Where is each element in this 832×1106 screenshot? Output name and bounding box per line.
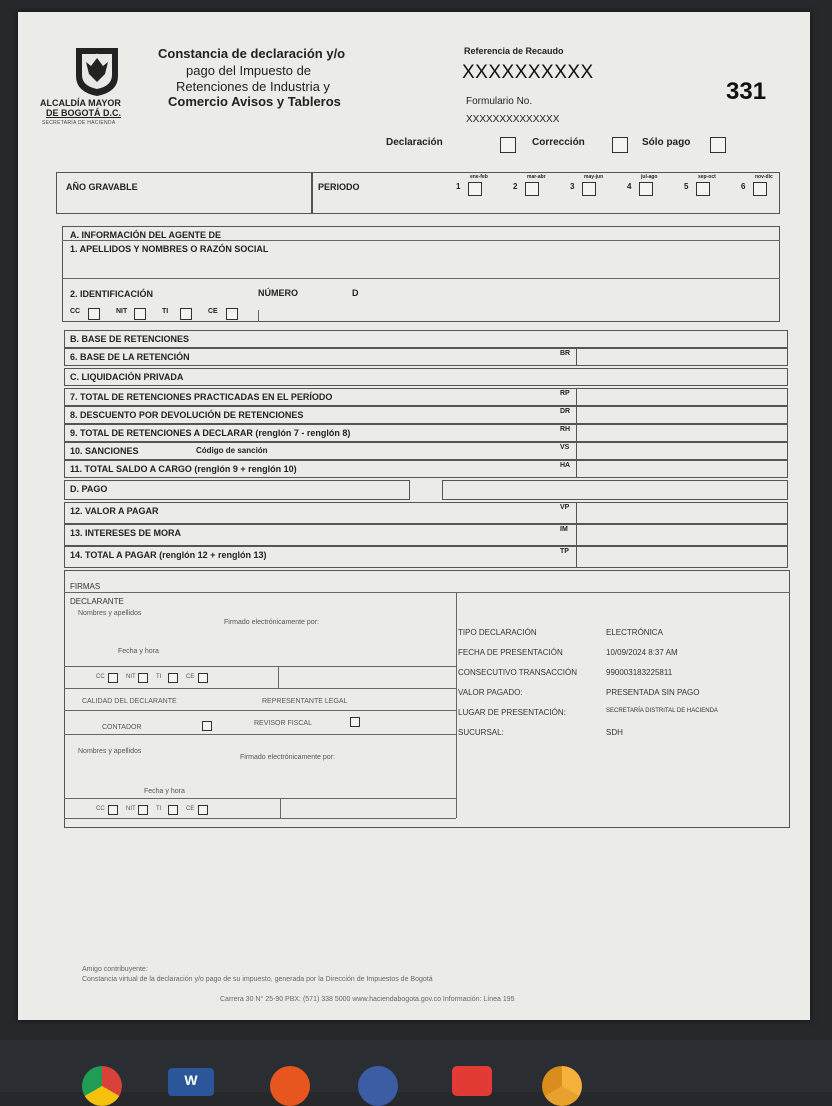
word-icon[interactable]: W <box>168 1068 214 1096</box>
entity-name-line2: DE BOGOTÁ D.C. <box>46 108 122 118</box>
year-field[interactable] <box>56 172 312 214</box>
row-value-field[interactable] <box>576 524 788 546</box>
form-code: 331 <box>726 78 767 105</box>
name-field-label: 1. APELLIDOS Y NOMBRES O RAZÓN SOCIAL <box>70 244 269 254</box>
row-label: 13. INTERESES DE MORA <box>70 528 182 538</box>
footer-contact: Carrera 30 N° 25-90 PBX: (571) 338 5000 www.haciendabogota.gov.co Información: Línea 195 <box>220 996 515 1003</box>
row-code: RH <box>560 426 571 433</box>
period-slot-label: mar-abr <box>527 174 546 180</box>
period-slot-number: 2 <box>513 182 518 191</box>
taskbar <box>0 1040 832 1092</box>
title-line4: Comercio Avisos y Tableros <box>168 94 341 109</box>
form-number-value: XXXXXXXXXXXXXX <box>466 114 560 125</box>
period-slot-label: nov-dic <box>755 174 773 180</box>
row-label: 10. SANCIONES <box>70 446 139 456</box>
sig-id-type-checkbox[interactable] <box>138 805 148 815</box>
id-type-label: CC <box>70 308 81 315</box>
row-code: IM <box>560 526 568 533</box>
contador-datetime-label: Fecha y hora <box>144 788 185 795</box>
period-slot-label: ene-feb <box>470 174 488 180</box>
row-value-field[interactable] <box>576 460 788 478</box>
revisor-fiscal-checkbox[interactable] <box>350 717 360 727</box>
row-value-field[interactable] <box>576 388 788 406</box>
title-line3: Retenciones de Industria y <box>176 79 330 94</box>
period-slot-number: 1 <box>456 182 461 191</box>
sig-id-type-checkbox[interactable] <box>108 805 118 815</box>
sig-id-type-label: TI <box>156 674 162 680</box>
period-slot-number: 6 <box>741 182 746 191</box>
period-slot-label: jul-ago <box>641 174 658 180</box>
firmas-title: FIRMAS <box>70 582 101 591</box>
revisor-fiscal-label: REVISOR FISCAL <box>254 720 312 727</box>
sig-id-type-checkbox[interactable] <box>168 673 178 683</box>
declaracion-label: Declaración <box>386 137 443 148</box>
title-line2: pago del Impuesto de <box>186 63 312 78</box>
declarante-names-label: Nombres y apellidos <box>78 610 142 617</box>
row-code: TP <box>560 548 569 555</box>
representante-legal-label: REPRESENTANTE LEGAL <box>262 698 348 705</box>
sig-id-type-checkbox[interactable] <box>108 673 118 683</box>
row-code: DR <box>560 408 571 415</box>
period-slot-checkbox[interactable] <box>582 182 596 196</box>
info-label: VALOR PAGADO: <box>458 688 523 697</box>
contador-signed-label: Firmado electrónicamente por: <box>240 754 335 761</box>
dv-label: D <box>352 288 359 298</box>
period-slot-checkbox[interactable] <box>753 182 767 196</box>
declarante-title: DECLARANTE <box>70 597 124 606</box>
sig-id-type-label: CC <box>96 806 105 812</box>
declarante-datetime-label: Fecha y hora <box>118 648 159 655</box>
sig-id-type-label: TI <box>156 806 162 812</box>
row-code: VS <box>560 444 570 451</box>
row-value-field[interactable] <box>576 546 788 568</box>
sig-id-type-label: CC <box>96 674 105 680</box>
period-slot-number: 5 <box>684 182 689 191</box>
section-title: D. PAGO <box>70 484 108 494</box>
sig-id-type-label: CE <box>186 806 195 812</box>
period-slot-checkbox[interactable] <box>468 182 482 196</box>
period-slot-number: 4 <box>627 182 632 191</box>
row-label: 12. VALOR A PAGAR <box>70 506 159 516</box>
document-page <box>18 12 810 1020</box>
correccion-checkbox[interactable] <box>612 137 628 153</box>
info-value: 10/09/2024 8:37 AM <box>606 648 678 657</box>
info-label: FECHA DE PRESENTACIÓN <box>458 648 563 657</box>
row-code: BR <box>560 350 571 357</box>
info-value: ELECTRÓNICA <box>606 628 663 637</box>
section-header-blank <box>442 480 788 500</box>
declaracion-checkbox[interactable] <box>500 137 516 153</box>
contador-label: CONTADOR <box>102 724 142 731</box>
row-label: 7. TOTAL DE RETENCIONES PRACTICADAS EN EL PERÍODO <box>70 392 333 402</box>
declarante-signed-label: Firmado electrónicamente por: <box>224 619 319 626</box>
sig-id-type-checkbox[interactable] <box>198 805 208 815</box>
chrome-canary-icon[interactable] <box>542 1066 582 1106</box>
id-type-label: NIT <box>116 308 128 315</box>
section-title: B. BASE DE RETENCIONES <box>70 334 190 344</box>
row-value-field[interactable] <box>576 442 788 460</box>
footer-notice: Constancia virtual de la declaración y/o pago de su impuesto, generada por la Dirección de Impuestos de Bogotá <box>82 976 433 983</box>
row-label: 11. TOTAL SALDO A CARGO (renglón 9 + renglón 10) <box>70 464 297 474</box>
bogota-logo <box>72 46 122 98</box>
form-number-label: Formulario No. <box>466 96 533 107</box>
row-value-field[interactable] <box>576 406 788 424</box>
id-type-checkbox[interactable] <box>134 308 146 320</box>
section-a-title: A. INFORMACIÓN DEL AGENTE DE <box>70 230 222 240</box>
sig-id-type-checkbox[interactable] <box>168 805 178 815</box>
sig-id-type-label: CE <box>186 674 195 680</box>
reference-value: XXXXXXXXXX <box>462 62 594 83</box>
id-type-checkbox[interactable] <box>88 308 100 320</box>
row-code: RP <box>560 390 570 397</box>
footer-greeting: Amigo contribuyente: <box>82 966 148 973</box>
info-label: CONSECUTIVO TRANSACCIÓN <box>458 668 577 677</box>
chrome-icon[interactable] <box>82 1066 122 1106</box>
id-type-label: CE <box>208 308 218 315</box>
period-slot-number: 3 <box>570 182 575 191</box>
section-header-row <box>64 480 410 500</box>
row-value-field[interactable] <box>576 424 788 442</box>
entity-name-line1: ALCALDÍA MAYOR <box>40 98 121 108</box>
period-slot-label: sep-oct <box>698 174 716 180</box>
row-label: 9. TOTAL DE RETENCIONES A DECLARAR (renglón 7 - renglón 8) <box>70 428 351 438</box>
row-label: 14. TOTAL A PAGAR (renglón 12 + renglón 13) <box>70 550 267 560</box>
title-line1: Constancia de declaración y/o <box>158 46 346 61</box>
id-type-label: TI <box>162 308 169 315</box>
info-value: SDH <box>606 728 623 737</box>
period-slot-checkbox[interactable] <box>639 182 653 196</box>
info-value: SECRETARÍA DISTRITAL DE HACIENDA <box>606 708 718 714</box>
row-value-field[interactable] <box>576 502 788 524</box>
calidad-label: CALIDAD DEL DECLARANTE <box>82 698 177 705</box>
row-label: 6. BASE DE LA RETENCIÓN <box>70 352 190 362</box>
id-type-checkbox[interactable] <box>226 308 238 320</box>
sig-id-type-checkbox[interactable] <box>138 673 148 683</box>
row-label: 8. DESCUENTO POR DEVOLUCIÓN DE RETENCIONES <box>70 410 304 420</box>
numero-label: NÚMERO <box>258 288 298 298</box>
info-value: 990003183225811 <box>606 668 673 677</box>
info-value: PRESENTADA SIN PAGO <box>606 688 700 697</box>
info-label: TIPO DECLARACIÓN <box>458 628 537 637</box>
period-slot-label: may-jun <box>584 174 604 180</box>
sig-id-type-label: NIT <box>126 806 136 812</box>
correccion-label: Corrección <box>532 137 585 148</box>
info-label: LUGAR DE PRESENTACIÓN: <box>458 708 566 717</box>
entity-subname: SECRETARÍA DE HACIENDA <box>42 120 116 126</box>
sig-id-type-label: NIT <box>126 674 136 680</box>
section-title: C. LIQUIDACIÓN PRIVADA <box>70 372 184 382</box>
winrar-icon[interactable] <box>358 1066 398 1106</box>
identification-label: 2. IDENTIFICACIÓN <box>70 289 154 299</box>
year-label: AÑO GRAVABLE <box>66 182 138 192</box>
period-slot-checkbox[interactable] <box>696 182 710 196</box>
contador-checkbox[interactable] <box>202 721 212 731</box>
period-slot-checkbox[interactable] <box>525 182 539 196</box>
sig-id-type-checkbox[interactable] <box>198 673 208 683</box>
info-label: SUCURSAL: <box>458 728 504 737</box>
id-type-checkbox[interactable] <box>180 308 192 320</box>
row-code: VP <box>560 504 570 511</box>
row-code: HA <box>560 462 571 469</box>
reference-label: Referencia de Recaudo <box>464 46 564 56</box>
office-icon[interactable] <box>270 1066 310 1106</box>
period-label: PERIODO <box>318 182 360 192</box>
solo-pago-checkbox[interactable] <box>710 137 726 153</box>
solo-pago-label: Sólo pago <box>642 137 691 148</box>
contador-names-label: Nombres y apellidos <box>78 748 142 755</box>
row-value-field[interactable] <box>576 348 788 366</box>
row-extra-label: Código de sanción <box>196 446 268 455</box>
